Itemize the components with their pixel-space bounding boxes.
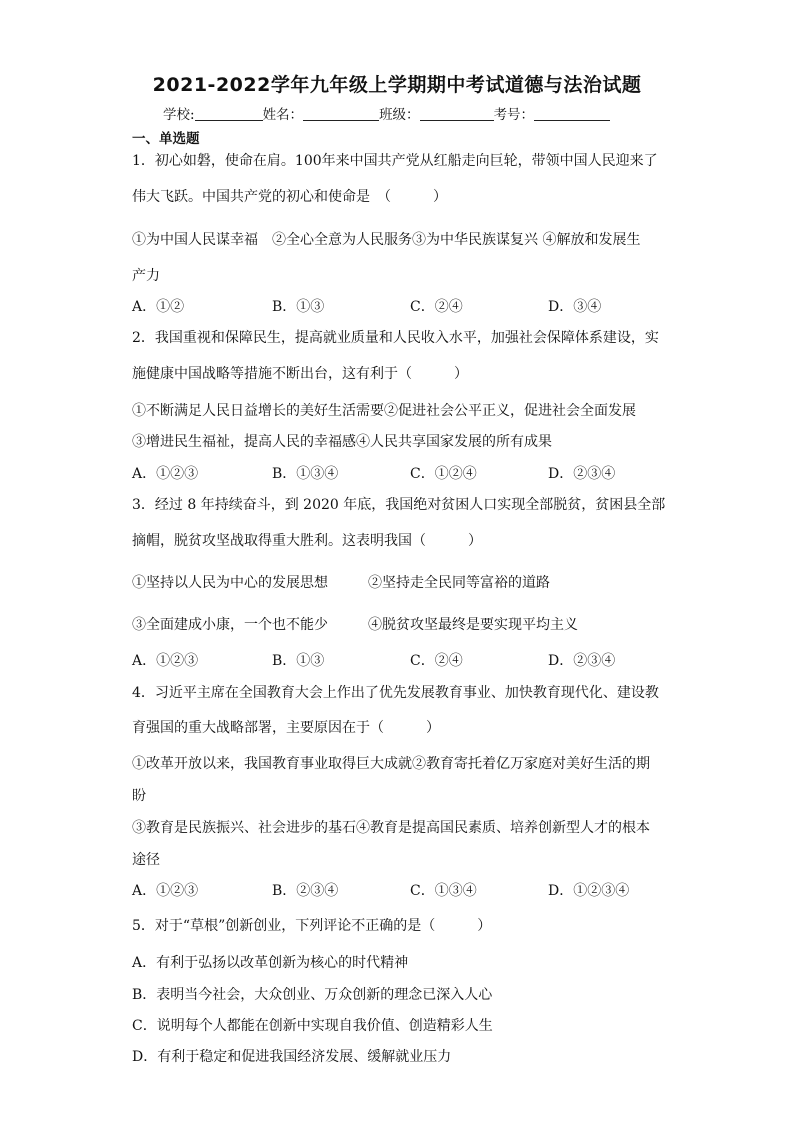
q2-statements-line1: ①不断满足人民日益增长的美好生活需要②促进社会公平正义，促进社会全面发展 bbox=[132, 403, 636, 419]
q1-statements-line2: 产力 bbox=[132, 268, 160, 284]
q1-options bbox=[132, 296, 692, 316]
q4-statements-line3: ③教育是民族振兴、社会进步的基石④教育是提高国民素质、培养创新型人才的根本 bbox=[132, 820, 650, 836]
q2-option-d: D．②③④ bbox=[548, 466, 616, 482]
q3-statement-4: ④脱贫攻坚最终是要实现平均主义 bbox=[368, 617, 578, 633]
q3-statement-2: ②坚持走全民同等富裕的道路 bbox=[368, 575, 550, 591]
school-label: 学校: bbox=[163, 107, 195, 123]
q3-options bbox=[132, 650, 692, 670]
q2-stem-line2: 施健康中国战略等措施不断出台，这有利于（ ） bbox=[132, 366, 468, 382]
q4-statements-line2: 盼 bbox=[132, 788, 146, 804]
q1-option-d: D．③④ bbox=[548, 299, 602, 315]
q5-option-c: C．说明每个人都能在创新中实现自我价值、创造精彩人生 bbox=[132, 1018, 493, 1034]
q4-option-a: A．①②③ bbox=[132, 883, 199, 899]
q3-option-a: A．①②③ bbox=[132, 653, 199, 669]
q3-option-c: C．②④ bbox=[410, 653, 463, 669]
q1-option-a: A．①② bbox=[132, 299, 185, 315]
q3-option-b: B．①③ bbox=[272, 653, 325, 669]
class-blank bbox=[420, 106, 494, 121]
school-blank bbox=[195, 106, 263, 121]
q5-stem: 5．对于“草根”创新创业，下列评论不正确的是（ ） bbox=[132, 918, 492, 934]
student-info-row bbox=[163, 103, 610, 123]
number-label: 考号： bbox=[493, 107, 535, 123]
name-blank bbox=[303, 106, 379, 121]
q3-option-d: D．②③④ bbox=[548, 653, 616, 669]
q5-option-b: B．表明当今社会，大众创业、万众创新的理念已深入人心 bbox=[132, 987, 493, 1003]
q4-statements-line1: ①改革开放以来，我国教育事业取得巨大成就②教育寄托着亿万家庭对美好生活的期 bbox=[132, 756, 650, 772]
q4-statements-line4: 途径 bbox=[132, 852, 160, 868]
q1-stem-line1: 1．初心如磐，使命在肩。100年来中国共产党从红船走向巨轮，带领中国人民迎来了 bbox=[132, 153, 658, 169]
q4-option-b: B．②③④ bbox=[272, 883, 339, 899]
q2-option-a: A．①②③ bbox=[132, 466, 199, 482]
class-label: 班级： bbox=[379, 107, 420, 123]
q3-stem-line1: 3．经过 8 年持续奋斗，到 2020 年底，我国绝对贫困人口实现全部脱贫，贫困县全部 bbox=[132, 497, 666, 513]
q1-option-b: B．①③ bbox=[272, 299, 325, 315]
section-heading: 一、单选题 bbox=[132, 131, 200, 147]
q2-options bbox=[132, 463, 692, 483]
number-blank bbox=[534, 106, 610, 121]
q2-option-b: B．①③④ bbox=[272, 466, 339, 482]
q3-statements-row2 bbox=[132, 614, 652, 634]
q3-statement-3: ③全面建成小康，一个也不能少 bbox=[132, 617, 328, 633]
exam-title: 2021-2022学年九年级上学期期中考试道德与法治试题 bbox=[152, 74, 642, 96]
q2-option-c: C．①②④ bbox=[410, 466, 477, 482]
q4-stem-line2: 育强国的重大战略部署，主要原因在于（ ） bbox=[132, 720, 440, 736]
q1-stem-line2: 伟大飞跃。中国共产党的初心和使命是 （ ） bbox=[132, 189, 447, 205]
q4-options bbox=[132, 880, 692, 900]
q3-statement-1: ①坚持以人民为中心的发展思想 bbox=[132, 575, 328, 591]
q2-statements-line2: ③增进民生福祉，提高人民的幸福感④人民共享国家发展的所有成果 bbox=[132, 434, 552, 450]
q2-stem-line1: 2．我国重视和保障民生，提高就业质量和人民收入水平，加强社会保障体系建设，实 bbox=[132, 330, 659, 346]
name-label: 姓名： bbox=[262, 107, 304, 123]
q5-option-a: A．有利于弘扬以改革创新为核心的时代精神 bbox=[132, 955, 409, 971]
q4-option-d: D．①②③④ bbox=[548, 883, 630, 899]
q5-option-d: D．有利于稳定和促进我国经济发展、缓解就业压力 bbox=[132, 1049, 452, 1065]
q4-stem-line1: 4．习近平主席在全国教育大会上作出了优先发展教育事业、加快教育现代化、建设教 bbox=[132, 685, 659, 701]
q1-statements-line1: ①为中国人民谋幸福 ②全心全意为人民服务③为中华民族谋复兴 ④解放和发展生 bbox=[132, 232, 641, 248]
q3-statements-row1 bbox=[132, 572, 652, 592]
q3-stem-line2: 摘帽，脱贫攻坚战取得重大胜利。这表明我国（ ） bbox=[132, 533, 482, 549]
q1-option-c: C．②④ bbox=[410, 299, 463, 315]
q4-option-c: C．①③④ bbox=[410, 883, 477, 899]
